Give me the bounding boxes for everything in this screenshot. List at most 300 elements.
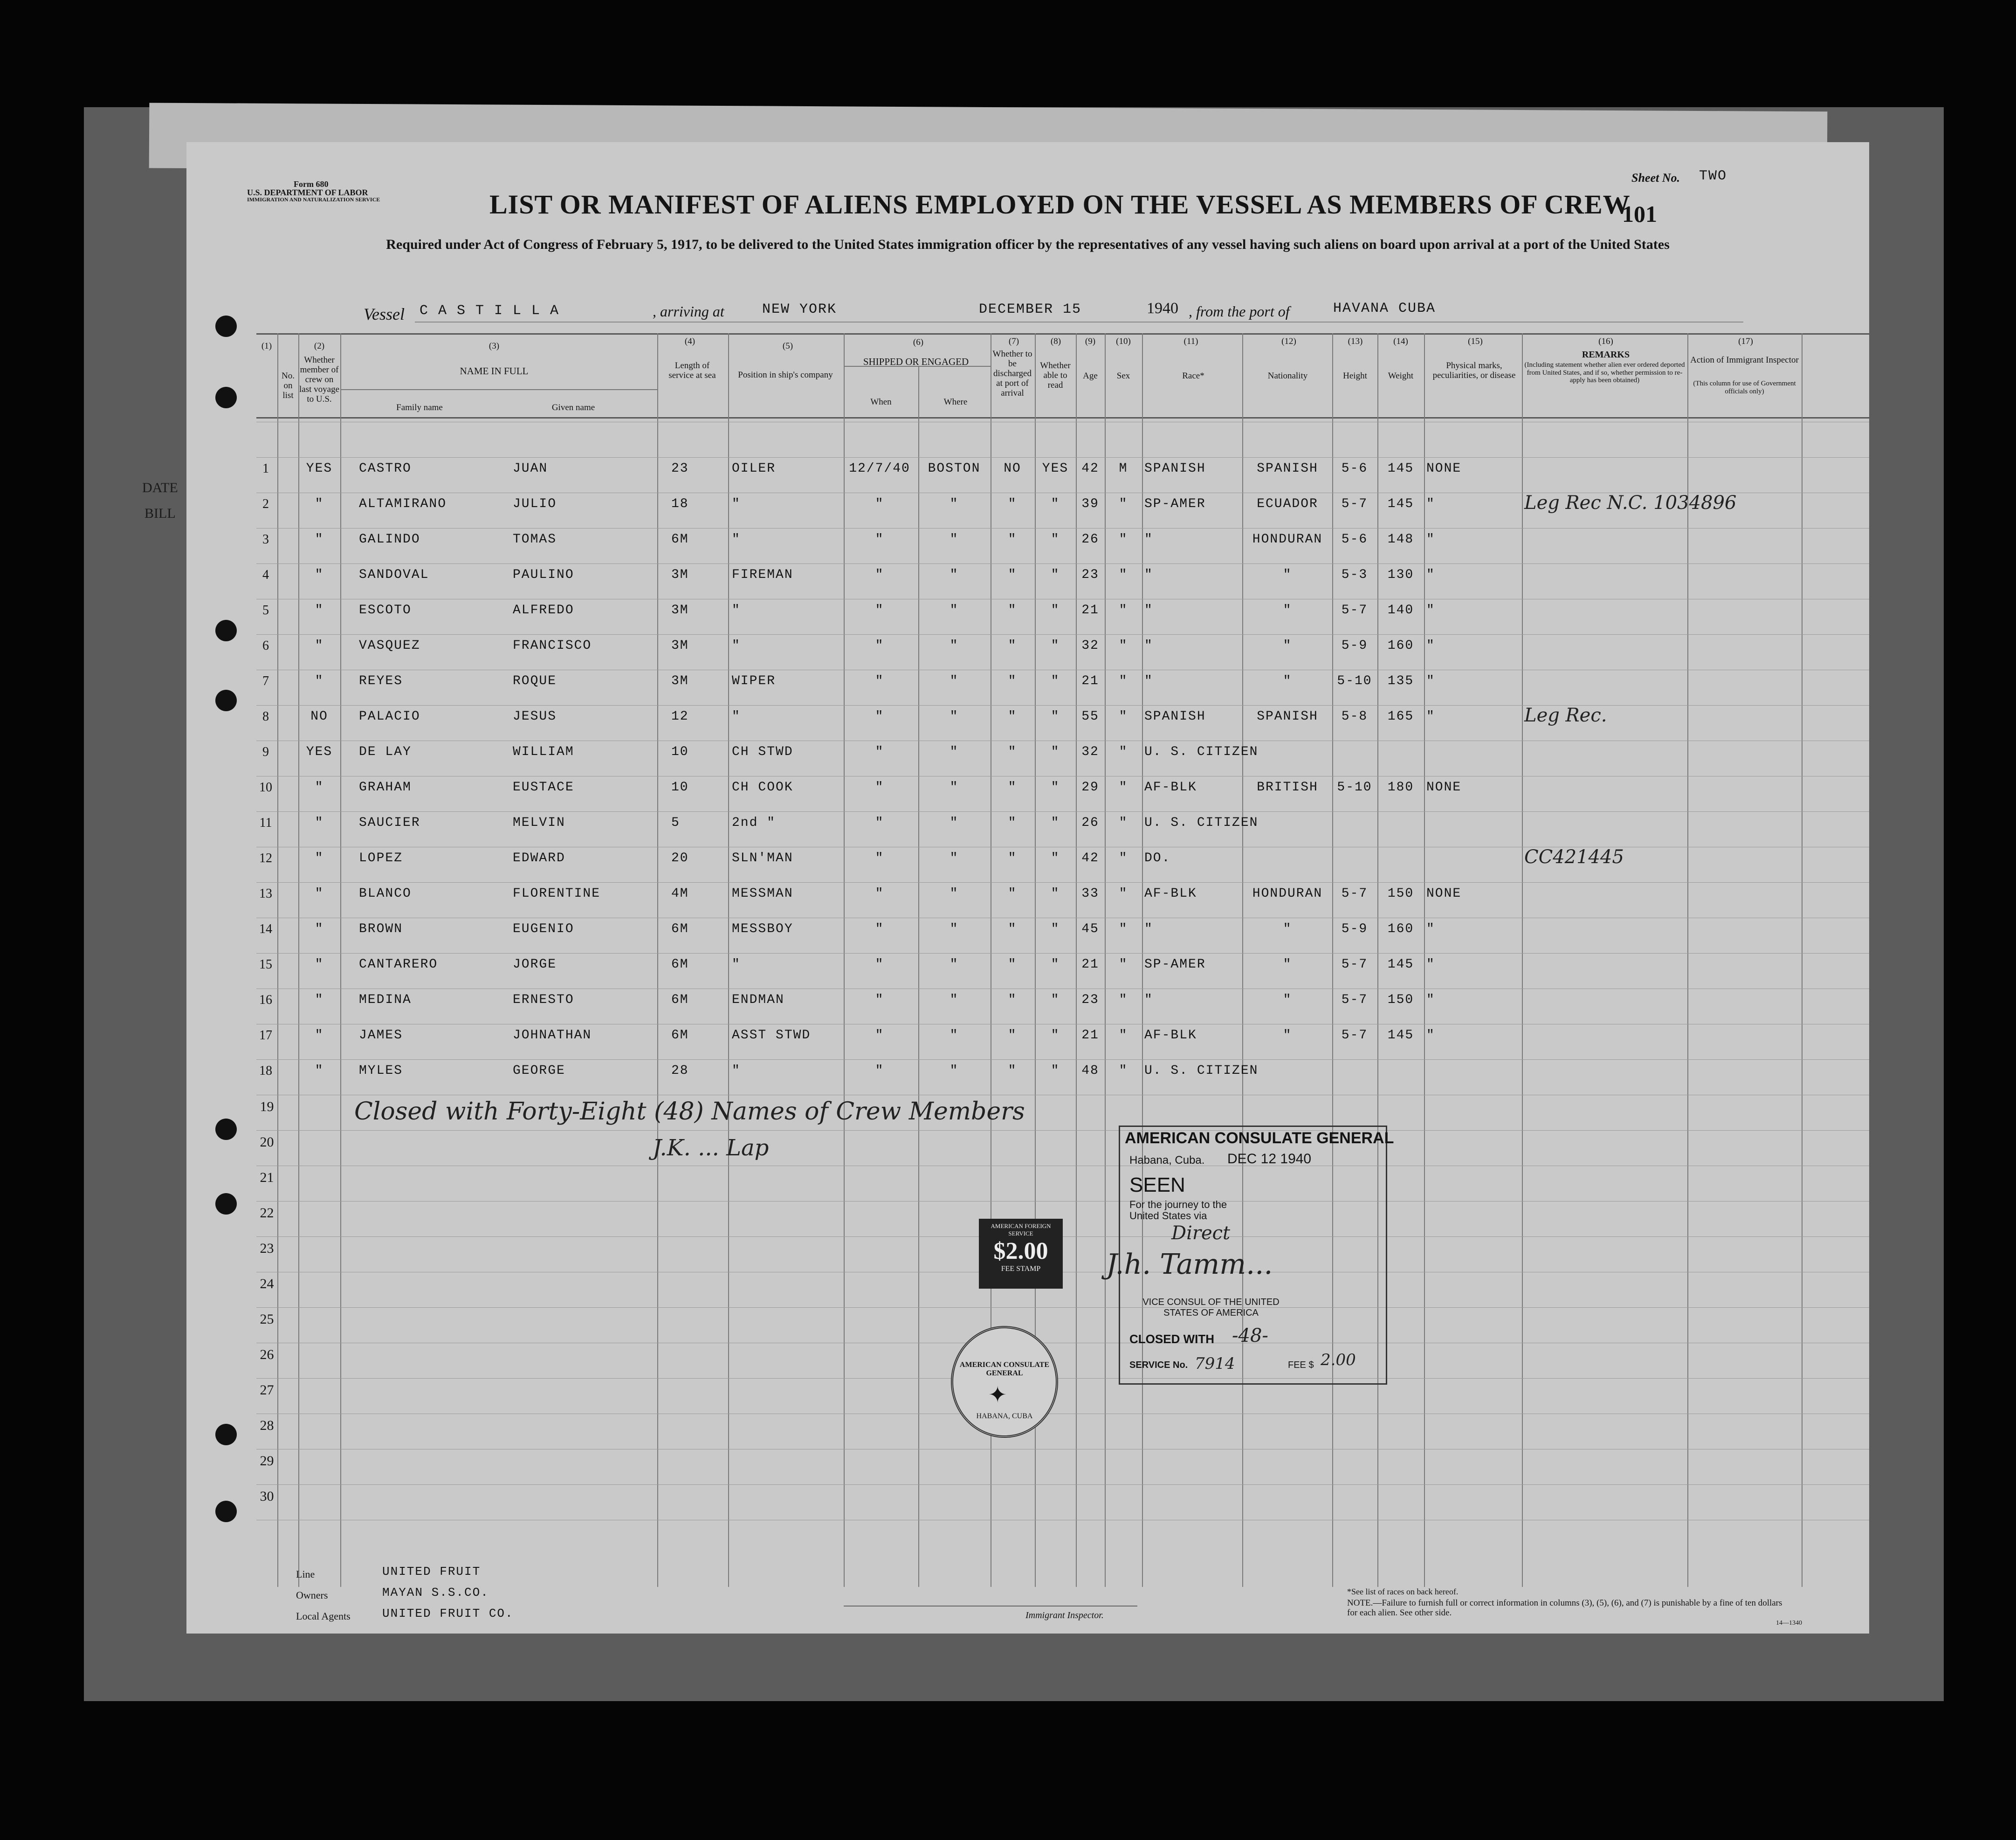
cell-read: " [1051,709,1060,724]
cell-sex: " [1119,674,1128,688]
cell-weight: 145 [1387,461,1414,476]
cell-position: CH STWD [732,745,793,759]
cell-where: " [950,957,959,972]
cell-service: 6M [671,922,689,936]
arriving-label: , arriving at [653,303,724,320]
fee-stamp [979,1219,1063,1289]
cell-where: " [950,674,959,688]
seal-bottom-text: HABANA, CUBA [976,1412,1033,1420]
cell-when: " [875,709,884,724]
cell-when: " [875,532,884,547]
cell-no: 9 [262,745,269,759]
cell-no: 12 [259,851,272,865]
inspector-signature-line [844,1606,1137,1607]
cell-read: " [1051,532,1060,547]
cell-weight: 135 [1387,674,1414,688]
col-num-2: (2) [314,341,325,351]
row-number: 20 [260,1134,274,1150]
cell-prev: " [315,816,324,830]
cell-age: 48 [1081,1064,1099,1078]
subheader-when: When [870,397,892,407]
rule-line [256,953,1869,954]
cell-prev: " [315,780,324,795]
journey-text: For the journey to the United States via [1129,1199,1227,1222]
cell-age: 26 [1081,816,1099,830]
row-number: 25 [260,1311,274,1327]
row-number: 29 [260,1453,274,1469]
cell-read: " [1051,922,1060,936]
cell-discharge: " [1008,993,1017,1007]
table-header-bottom [256,417,1869,419]
col-divider [1687,333,1688,1587]
penalty-note: NOTE.—Failure to furnish full or correct information in columns (3), (5), (6), and (7) is punishable by a fine of ten dollars for each alien. See other side. [1347,1598,1782,1618]
cell-race: " [1144,568,1153,582]
col-num-5: (5) [782,341,793,351]
cell-family: GRAHAM [359,780,412,795]
col-header-remarks: REMARKS [1582,350,1630,360]
cell-position: 2nd " [732,816,776,830]
cell-service: 4M [671,886,689,901]
cell-discharge: " [1008,780,1017,795]
cell-marks: " [1426,1028,1435,1043]
cell-age: 29 [1081,780,1099,795]
cell-race: " [1144,674,1153,688]
col-divider [1424,333,1425,1587]
table-header-top [256,333,1869,335]
service-number: 7914 [1195,1354,1235,1373]
cell-service: 10 [671,745,689,759]
col-header-discharge: Whether to be discharged at port of arrival [992,349,1032,398]
cell-sex: " [1119,851,1128,865]
cell-given: JORGE [513,957,557,972]
cell-remarks: CC421445 [1524,846,1624,868]
cell-position: " [732,603,741,618]
cell-read: " [1051,780,1060,795]
cell-where: " [950,639,959,653]
cell-marks: " [1426,639,1435,653]
cell-where: " [950,568,959,582]
cell-height: 5-10 [1337,674,1372,688]
cell-age: 32 [1081,639,1099,653]
inspector-label: Immigrant Inspector. [1025,1610,1104,1620]
cell-nationality: SPANISH [1257,461,1318,476]
races-note: *See list of races on back hereof. [1347,1587,1459,1596]
cell-service: 3M [671,568,689,582]
fee-stamp-bottom: FEE STAMP [1001,1265,1041,1273]
cell-weight: 145 [1387,1028,1414,1043]
cell-discharge: " [1008,639,1017,653]
cell-position: MESSBOY [732,922,793,936]
owners-label: Owners [296,1589,328,1601]
cell-sex: " [1119,497,1128,511]
cell-family: ALTAMIRANO [359,497,447,511]
cell-discharge: " [1008,532,1017,547]
cell-read: " [1051,993,1060,1007]
arrival-port: NEW YORK [762,302,837,317]
col-num-11: (11) [1183,336,1198,346]
cell-marks: " [1426,709,1435,724]
col-num-8: (8) [1050,336,1061,346]
cell-prev: " [315,497,324,511]
cell-read: " [1051,816,1060,830]
cell-height: 5-9 [1341,922,1368,936]
cell-prev: " [315,922,324,936]
cell-race: SP-AMER [1144,957,1206,972]
cell-discharge: " [1008,603,1017,618]
arrival-year: 1940 [1147,300,1178,317]
cell-height: 5-7 [1341,603,1368,618]
cell-race: " [1144,922,1153,936]
cell-race: U. S. CITIZEN [1144,745,1259,759]
cell-race: " [1144,993,1153,1007]
cell-when: " [875,745,884,759]
cell-prev: YES [306,461,333,476]
cell-race: " [1144,639,1153,653]
cell-height: 5-8 [1341,709,1368,724]
subheader-given-name: Given name [551,403,595,412]
cell-race: AF-BLK [1144,780,1197,795]
cell-weight: 145 [1387,957,1414,972]
cell-position: ASST STWD [732,1028,811,1043]
cell-family: BLANCO [359,886,412,901]
cell-read: " [1051,674,1060,688]
cell-remarks: Leg Rec. [1524,705,1607,726]
cell-prev: NO [310,709,328,724]
cell-age: 39 [1081,497,1099,511]
cell-age: 45 [1081,922,1099,936]
cell-height: 5-6 [1341,461,1368,476]
cell-given: FLORENTINE [513,886,601,901]
cell-discharge: NO [1004,461,1021,476]
cell-no: 3 [262,532,269,547]
rule-line [256,1059,1869,1060]
cell-where: " [950,922,959,936]
cell-age: 42 [1081,851,1099,865]
row-number: 23 [260,1241,274,1256]
cell-sex: " [1119,709,1128,724]
cell-service: 3M [671,603,689,618]
cell-prev: " [315,639,324,653]
cell-when: " [875,886,884,901]
port-label: , from the port of [1189,303,1290,320]
col-header-read: Whether able to read [1040,361,1071,390]
department-name: U.S. DEPARTMENT OF LABOR [247,188,368,197]
row-number: 30 [260,1489,274,1504]
col-num-12: (12) [1281,336,1296,346]
vessel-name: C A S T I L L A [420,303,560,319]
cell-nationality: HONDURAN [1252,532,1323,547]
col-num-3: (3) [489,341,500,351]
cell-age: 21 [1081,603,1099,618]
row-number: 24 [260,1276,274,1291]
cell-where: " [950,816,959,830]
line-value: UNITED FRUIT [382,1565,481,1579]
cell-family: BROWN [359,922,403,936]
cell-race: SPANISH [1144,461,1206,476]
cell-nationality: " [1283,603,1292,618]
cell-weight: 150 [1387,993,1414,1007]
cell-discharge: " [1008,497,1017,511]
binder-hole [215,1424,237,1445]
rule-line [256,1236,1869,1237]
cell-nationality: HONDURAN [1252,886,1323,901]
cell-read: YES [1042,461,1069,476]
cell-service: 6M [671,1028,689,1043]
cell-race: SPANISH [1144,709,1206,724]
cell-nationality: " [1283,639,1292,653]
cell-sex: " [1119,1064,1128,1078]
subheader-where: Where [943,397,968,407]
cell-read: " [1051,497,1060,511]
cell-service: 20 [671,851,689,865]
cell-position: " [732,709,741,724]
binder-hole [215,1119,237,1140]
cell-position: ENDMAN [732,993,784,1007]
cell-when: " [875,1028,884,1043]
cell-where: " [950,709,959,724]
cell-service: 23 [671,461,689,476]
seal-eagle-icon: ✦ [988,1383,1007,1407]
cell-no: 11 [259,816,272,830]
cell-when: 12/7/40 [849,461,910,476]
consulate-date: DEC 12 1940 [1227,1151,1312,1167]
cell-marks: " [1426,532,1435,547]
cell-discharge: " [1008,957,1017,972]
cell-service: 12 [671,709,689,724]
cell-prev: " [315,568,324,582]
cell-age: 32 [1081,745,1099,759]
cell-position: OILER [732,461,776,476]
margin-date-fragment: DATE [142,480,178,495]
cell-no: 2 [262,497,269,511]
consulate-seal [951,1326,1058,1438]
cell-nationality: " [1283,674,1292,688]
cell-family: PALACIO [359,709,420,724]
cell-race: DO. [1144,851,1171,865]
cell-position: CH COOK [732,780,793,795]
agents-value: UNITED FRUIT CO. [382,1607,514,1620]
cell-family: SAUCIER [359,816,420,830]
cell-service: 5 [671,816,680,830]
fee-stamp-amount: $2.00 [993,1238,1048,1264]
cell-family: GALINDO [359,532,420,547]
cell-given: FRANCISCO [513,639,592,653]
form-number: Form 680 [294,179,329,189]
cell-position: FIREMAN [732,568,793,582]
cell-sex: " [1119,568,1128,582]
cell-race: AF-BLK [1144,1028,1197,1043]
col-num-10: (10) [1116,336,1131,346]
col-header-age: Age [1083,371,1098,381]
col-header-service: Length of service at sea [668,361,716,380]
col-header-sex: Sex [1116,371,1130,381]
col-divider [340,333,341,1587]
cell-when: " [875,922,884,936]
cell-family: LOPEZ [359,851,403,865]
cell-position: " [732,497,741,511]
rule-line [256,563,1869,564]
cell-no: 7 [262,674,269,688]
closing-note: Closed with Forty-Eight (48) Names of Crew Members [354,1098,1025,1126]
cell-when: " [875,993,884,1007]
rule-line [256,1484,1869,1485]
binder-hole [215,1501,237,1522]
cell-weight: 160 [1387,922,1414,936]
cell-where: " [950,851,959,865]
cell-service: 6M [671,957,689,972]
cell-when: " [875,851,884,865]
col-num-1: (1) [261,341,272,351]
cell-when: " [875,957,884,972]
departure-port: HAVANA CUBA [1333,301,1436,316]
cell-position: SLN'MAN [732,851,793,865]
col-divider [657,333,658,1587]
service-name: IMMIGRATION AND NATURALIZATION SERVICE [247,196,380,203]
consulate-title: AMERICAN CONSULATE GENERAL [1125,1129,1394,1147]
cell-service: 3M [671,639,689,653]
cell-prev: " [315,993,324,1007]
form-title: LIST OR MANIFEST OF ALIENS EMPLOYED ON THE VESSEL AS MEMBERS OF CREW [489,189,1631,220]
col-header-race: Race* [1182,371,1204,381]
cell-given: EDWARD [513,851,565,865]
cell-when: " [875,1064,884,1078]
cell-no: 4 [262,568,269,582]
cell-age: 21 [1081,957,1099,972]
cell-where: " [950,1028,959,1043]
cell-weight: 180 [1387,780,1414,795]
closed-with-label: CLOSED WITH [1129,1332,1214,1346]
binder-hole [215,316,237,337]
cell-given: WILLIAM [513,745,574,759]
cell-no: 13 [259,886,272,901]
col-header-no: No. on list [282,371,295,400]
fee-amount: 2.00 [1321,1351,1356,1369]
col-header-name: NAME IN FULL [460,365,529,377]
cell-given: TOMAS [513,532,557,547]
consulate-stamp [1106,1126,1394,1385]
cell-position: " [732,532,741,547]
col-header-nationality: Nationality [1267,371,1308,381]
cell-given: JUAN [513,461,548,476]
cell-sex: " [1119,745,1128,759]
rule-line [256,811,1869,812]
rule-line [256,1130,1869,1131]
cell-nationality: BRITISH [1257,780,1318,795]
page-number: 101 [1622,201,1657,227]
cell-service: 6M [671,532,689,547]
col-header-prev-voyage: Whether member of crew on last voyage to U.S. [299,355,340,404]
cell-height: 5-7 [1341,993,1368,1007]
cell-nationality: SPANISH [1257,709,1318,724]
cell-no: 15 [259,957,272,972]
col-num-13: (13) [1348,336,1363,346]
col-num-16: (16) [1598,336,1613,346]
manifest-sheet [186,142,1869,1634]
cell-nationality: " [1283,568,1292,582]
sheet-number: TWO [1699,168,1727,184]
cell-nationality: " [1283,957,1292,972]
col-num-17: (17) [1738,336,1753,346]
cell-nationality: ECUADOR [1257,497,1318,511]
cell-given: JULIO [513,497,557,511]
rule-line [256,528,1869,529]
cell-discharge: " [1008,1064,1017,1078]
cell-when: " [875,568,884,582]
cell-service: 28 [671,1064,689,1078]
cell-read: " [1051,568,1060,582]
cell-marks: " [1426,603,1435,618]
cell-when: " [875,497,884,511]
cell-prev: " [315,532,324,547]
cell-sex: M [1119,461,1128,476]
rule-line [256,1378,1869,1379]
cell-marks: NONE [1426,886,1462,901]
cell-family: CASTRO [359,461,412,476]
cell-family: CANTARERO [359,957,438,972]
cell-height: 5-7 [1341,957,1368,972]
cell-discharge: " [1008,745,1017,759]
service-number-label: SERVICE No. [1129,1360,1188,1370]
cell-sex: " [1119,922,1128,936]
cell-age: 23 [1081,993,1099,1007]
cell-sex: " [1119,957,1128,972]
cell-where: " [950,886,959,901]
cell-age: 21 [1081,1028,1099,1043]
col-header-shipped: SHIPPED OR ENGAGED [863,356,969,367]
col-num-7: (7) [1008,336,1019,346]
vice-consul-signature: J.h. Tamm... [1106,1248,1273,1281]
cell-position: " [732,957,741,972]
cell-read: " [1051,851,1060,865]
cell-age: 33 [1081,886,1099,901]
officer-signature: J.K. ... Lap [653,1135,769,1161]
cell-discharge: " [1008,922,1017,936]
cell-family: ESCOTO [359,603,412,618]
cell-sex: " [1119,816,1128,830]
cell-marks: NONE [1426,780,1462,795]
col-header-position: Position in ship's company [738,370,833,380]
cell-where: BOSTON [928,461,981,476]
col-num-9: (9) [1085,336,1096,346]
cell-given: GEORGE [513,1064,565,1078]
col-header-action-text: Action of Immigrant Inspector [1690,355,1799,365]
cell-height: 5-7 [1341,497,1368,511]
cell-service: 6M [671,993,689,1007]
cell-no: 10 [259,780,272,795]
cell-service: 3M [671,674,689,688]
sheet-number-label: Sheet No. [1631,171,1680,185]
col-divider [277,333,278,1587]
consulate-city: Habana, Cuba. [1129,1154,1205,1167]
cell-height: 5-3 [1341,568,1368,582]
margin-bill-fragment: BILL [144,506,176,521]
col-num-4: (4) [684,336,695,346]
cell-no: 8 [262,709,269,724]
cell-service: 10 [671,780,689,795]
cell-given: JOHNATHAN [513,1028,592,1043]
seen-label: SEEN [1129,1174,1185,1196]
col-header-height: Height [1343,371,1367,381]
cell-no: 6 [262,639,269,653]
cell-family: VASQUEZ [359,639,420,653]
cell-read: " [1051,1028,1060,1043]
cell-race: SP-AMER [1144,497,1206,511]
cell-read: " [1051,639,1060,653]
cell-sex: " [1119,886,1128,901]
cell-age: 26 [1081,532,1099,547]
binder-hole [215,387,237,408]
row-number: 21 [260,1170,274,1185]
